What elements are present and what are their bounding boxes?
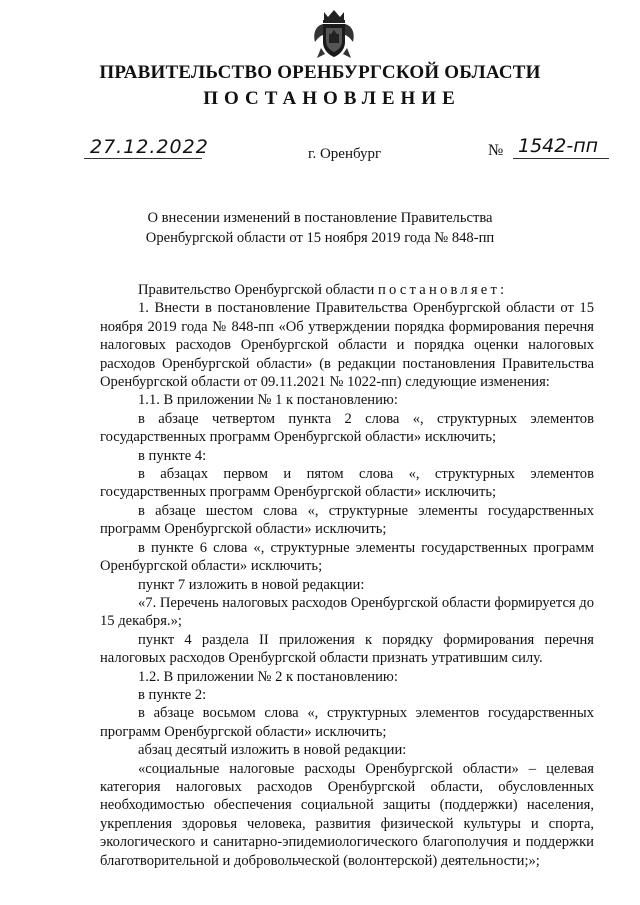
intro-paragraph [100,281,594,299]
paragraph: пункт 7 изложить в новой редакции: [138,576,365,593]
paragraph: 1. Внести в постановление Правительства Оренбургской области от 15 ноября 2019 года № 848-пп «Об утверждении порядка формирования перечня налоговых расходов Оренбургской области и порядка оценки налоговых расходов Оренбургской области» (в редакции постановления Правительства Оренбургской области от 09.11.2021 № 1022-пп) следующие изменения: [100,300,594,391]
document-date: 27.12.2022 [90,136,209,158]
paragraph: «социальные налоговые расходы Оренбургской области» – целевая категория налоговых расходов Оренбургской области, обусловленных необходимостью обеспечения социальной защиты (поддержки) населения, укрепления здоровья человека, развития физической культуры и спорта, экологического и санитарно-эпидемиологического благополучия и поддержки благотворительной и добровольческой (волонтерской) деятельности;»; [100,760,594,869]
paragraph: в абзаце восьмом слова «, структурных элементов государственных программ Оренбургской области» исключить; [100,705,594,740]
paragraph: в пункте 2: [138,686,207,703]
number-underline [513,158,609,159]
paragraph: 1.2. В приложении № 2 к постановлению: [138,668,398,685]
orenburg-coat-of-arms-icon [312,8,356,60]
paragraph: в пункте 4: [138,447,207,464]
paragraph: «7. Перечень налоговых расходов Оренбургской области формируется до 15 декабря.»; [100,594,595,630]
subject-line: Оренбургской области от 15 ноября 2019 года № 848-пп [145,230,495,246]
paragraph: абзац десятый изложить в новой редакции: [138,742,407,759]
document-number: 1542-пп [518,135,599,157]
paragraph: пункт 4 раздела II приложения к порядку формирования перечня налоговых расходов Оренбургской области признать утратившим силу. [100,631,594,667]
document-subject [0,208,640,248]
paragraph: в абзаце шестом слова «, структурные элементы государственных программ Оренбургской области» исключить; [100,502,594,538]
paragraph: в абзацах первом и пятом слова «, структурных элементов государственных программ Оренбургской области» исключить; [100,466,594,501]
intro-verb: постановляет: [377,282,508,298]
date-underline [84,158,202,159]
paragraph: в абзаце четвертом пункта 2 слова «, структурных элементов государственных программ Оренбургской области» исключить; [100,410,594,446]
document-type: ПОСТАНОВЛЕНИЕ [203,88,461,109]
number-label: № [488,142,504,159]
document-body [100,281,594,870]
document-city: г. Оренбург [308,146,382,162]
organization-name: ПРАВИТЕЛЬСТВО ОРЕНБУРГСКОЙ ОБЛАСТИ [99,62,541,83]
paragraph: в пункте 6 слова «, структурные элементы государственных программ Оренбургской области» исключить; [100,539,594,575]
paragraph: 1.1. В приложении № 1 к постановлению: [138,392,398,409]
intro-text: Правительство Оренбургской области [138,282,378,298]
subject-line: О внесении изменений в постановление Правительства [147,210,493,226]
